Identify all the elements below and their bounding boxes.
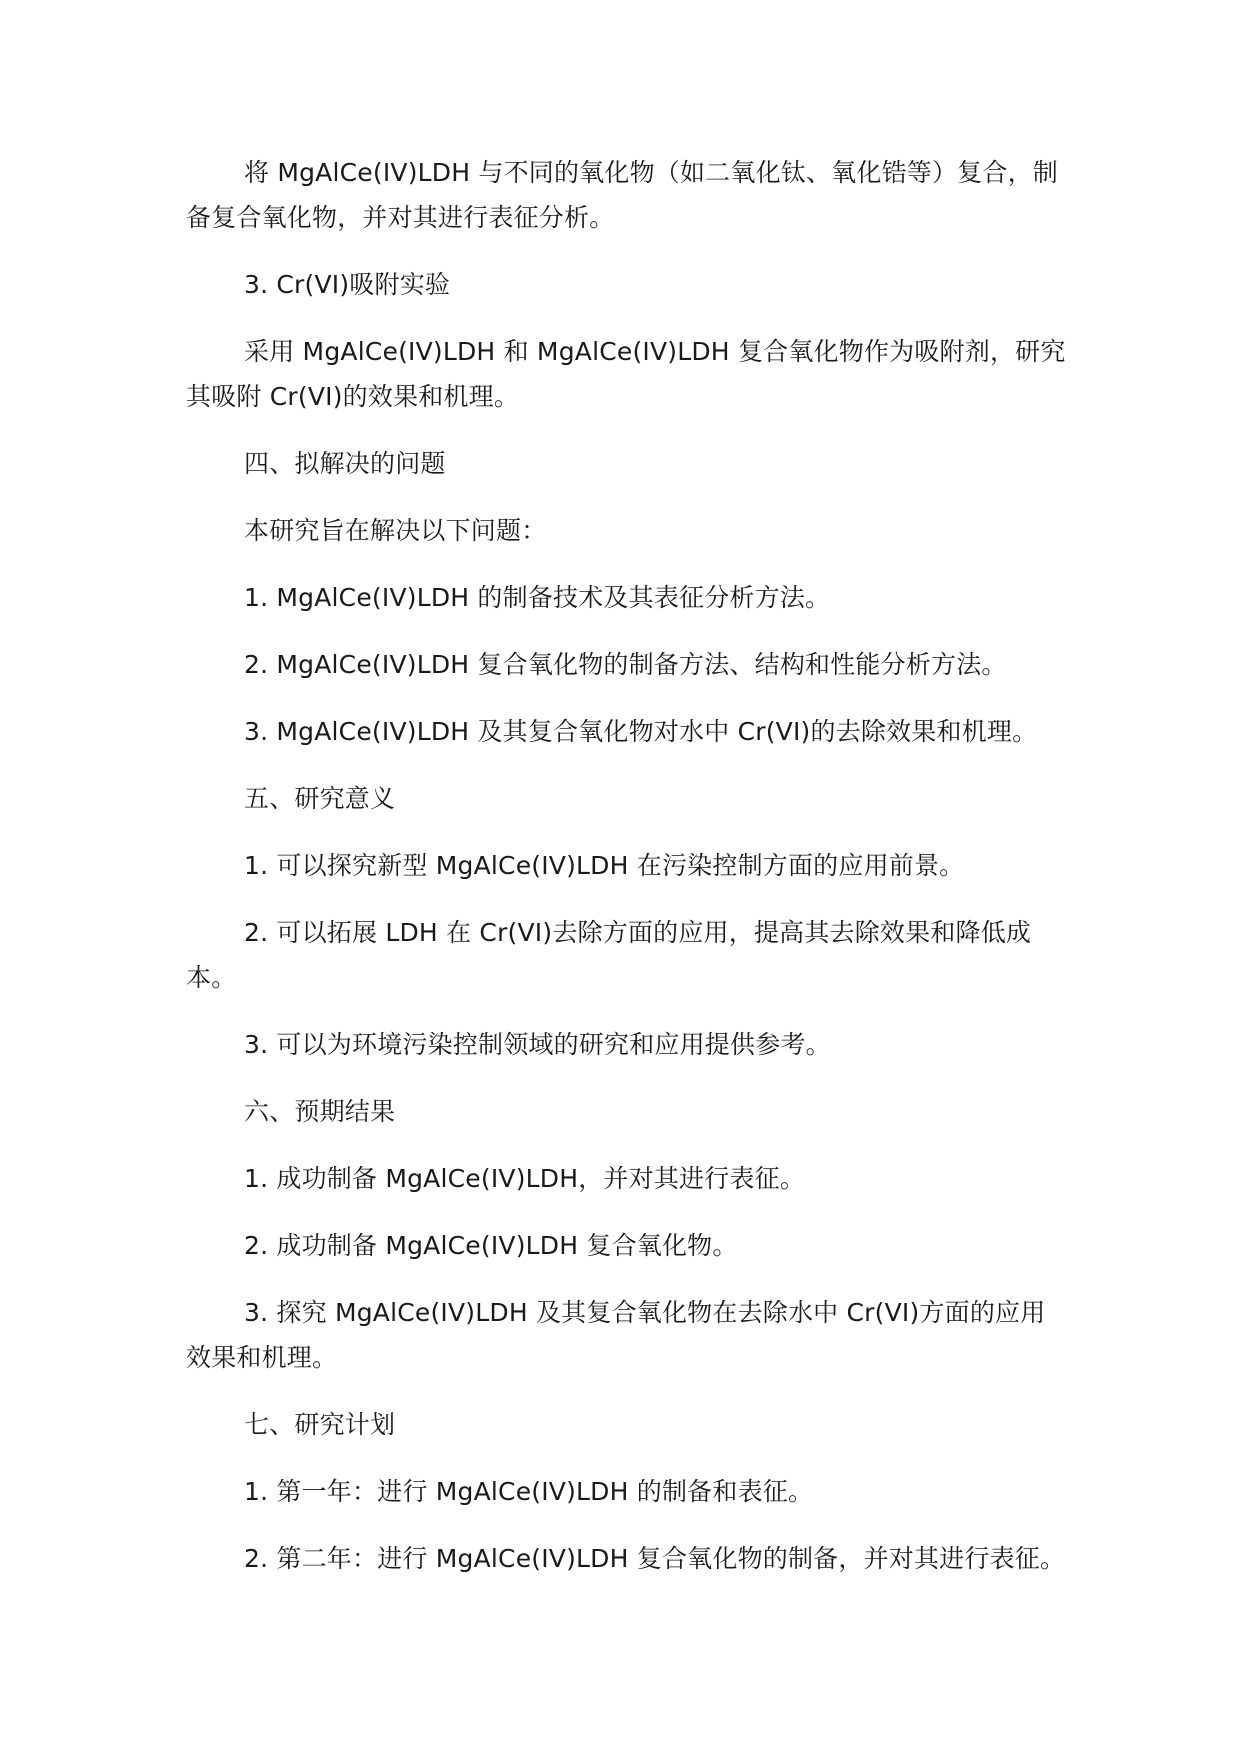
section-heading: 六、预期结果 bbox=[244, 1097, 396, 1126]
paragraph: 将 MgAlCe(IV)LDH 与不同的氧化物（如二氧化钛、氧化锆等）复合，制备复合氧化物，并对其进行表征分析。 bbox=[186, 158, 1058, 232]
paragraph: 采用 MgAlCe(IV)LDH 和 MgAlCe(IV)LDH 复合氧化物作为吸附剂，研究其吸附 Cr(VI)的效果和机理。 bbox=[186, 337, 1066, 411]
list-item: 2. 可以拓展 LDH 在 Cr(VI)去除方面的应用，提高其去除效果和降低成本。 bbox=[186, 918, 1032, 992]
list-item: 2. 成功制备 MgAlCe(IV)LDH 复合氧化物。 bbox=[244, 1231, 738, 1260]
list-item: 2. MgAlCe(IV)LDH 复合氧化物的制备方法、结构和性能分析方法。 bbox=[244, 650, 1007, 679]
paragraph: 本研究旨在解决以下问题： bbox=[244, 516, 547, 545]
list-item: 1. 第一年：进行 MgAlCe(IV)LDH 的制备和表征。 bbox=[244, 1477, 814, 1506]
section-heading: 四、拟解决的问题 bbox=[244, 449, 446, 478]
list-item: 1. 可以探究新型 MgAlCe(IV)LDH 在污染控制方面的应用前景。 bbox=[244, 851, 965, 880]
section-heading: 五、研究意义 bbox=[244, 784, 396, 813]
list-item: 3. 可以为环境污染控制领域的研究和应用提供参考。 bbox=[244, 1030, 831, 1059]
list-item: 2. 第二年：进行 MgAlCe(IV)LDH 复合氧化物的制备，并对其进行表征。 bbox=[244, 1544, 1066, 1573]
list-item: 1. 成功制备 MgAlCe(IV)LDH，并对其进行表征。 bbox=[244, 1164, 806, 1193]
section-heading: 七、研究计划 bbox=[244, 1410, 396, 1439]
document-body bbox=[186, 150, 1066, 1603]
list-item: 3. MgAlCe(IV)LDH 及其复合氧化物对水中 Cr(VI)的去除效果和机理。 bbox=[244, 717, 1038, 746]
list-item: 1. MgAlCe(IV)LDH 的制备技术及其表征分析方法。 bbox=[244, 583, 831, 612]
section-subheading: 3. Cr(VI)吸附实验 bbox=[244, 270, 451, 299]
list-item: 3. 探究 MgAlCe(IV)LDH 及其复合氧化物在去除水中 Cr(VI)方面的应用效果和机理。 bbox=[186, 1298, 1046, 1372]
